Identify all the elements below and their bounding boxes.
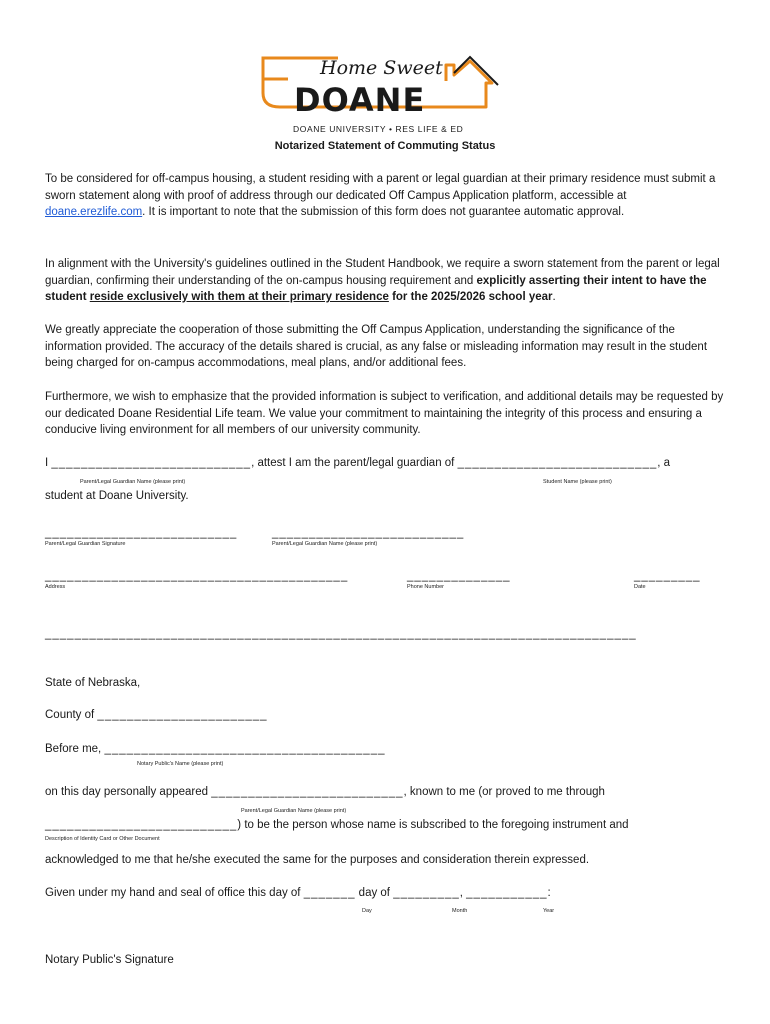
logo-subtitle: DOANE UNIVERSITY • RES LIFE & ED [293,124,464,134]
doane-logo [258,55,508,135]
notary-signature-label: Notary Public's Signature [45,954,174,966]
notary-acknowledged: acknowledged to me that he/she executed the same for the purposes and consideration therein expressed. [45,854,590,866]
paragraph-verification: Furthermore, we wish to emphasize that the provided information is subject to verification, and additional details may be requested by our dedicated Doane Residential Life team. We value your commitment to maintaining the integrity of this process and ensuring a conducive living environment for all members of our university community. [45,391,724,436]
date-blank[interactable]: _________ [634,570,701,582]
paragraph-intro: To be considered for off-campus housing, a student residing with a parent or legal guardian at their primary residence must submit a sworn statement along with proof of address through our dedicated Off Campus Application platform, accessible at doane.erezlife.com. It is important to note that the submission of this form does not guarantee automatic approval. [45,173,716,218]
paragraph-guidelines: In alignment with the University's guidelines outlined in the Student Handbook, we require a sworn statement from the parent or legal guardian, confirming their understanding of the on-campus housing requirement and explicitly asserting their intent to have the student reside exclusively with them at their primary residence for the 2025/2026 school year. [45,258,720,303]
phone-blank[interactable]: ______________ [407,570,511,582]
caption-signature: Parent/Legal Guardian Signature [45,541,126,547]
paragraph-cooperation: We greatly appreciate the cooperation of those submitting the Off Campus Application, understanding the significance of the information provided. The accuracy of the details shared is crucial, as any false or misleading information may result in the student being charged for on-campus accommodations, meal plans, and/or additional fees. [45,324,708,369]
notary-state: State of Nebraska, [45,677,141,689]
signature-blank[interactable]: __________________________ [45,527,238,539]
caption-notary-name: Notary Public's Name (please print) [137,761,224,767]
caption-date: Date [634,584,646,590]
caption-id-document: Description of Identity Card or Other Document [45,836,160,842]
appeared-name-blank[interactable]: __________________________ [211,786,404,798]
caption-phone: Phone Number [407,584,444,590]
student-name-blank[interactable]: ___________________________ [457,457,658,469]
month-blank[interactable]: _________ [393,887,460,899]
caption-year: Year [543,908,555,914]
caption-student-name: Student Name (please print) [543,479,612,485]
day-blank[interactable]: _______ [303,887,356,899]
document-title: Notarized Statement of Commuting Status [274,140,496,152]
notary-before-line: Before me, ______________________________________ [45,743,386,755]
erezlife-link[interactable]: doane.erezlife.com [45,206,143,218]
caption-month: Month [452,908,468,914]
logo-script-text: Home Sweet [320,57,443,79]
caption-parent-name: Parent/Legal Guardian Name (please print) [80,479,186,485]
logo-main-text: DOANE [294,81,426,119]
caption-appeared-parent: Parent/Legal Guardian Name (please print) [241,808,347,814]
caption-guardian-name: Parent/Legal Guardian Name (please print) [272,541,378,547]
notary-county-line: County of _______________________ [45,709,268,721]
notary-subscribed-line: __________________________) to be the person whose name is subscribed to the foregoing instrument and [45,819,629,831]
caption-day: Day [362,908,372,914]
year-blank[interactable]: ___________ [466,887,548,899]
notary-appeared-line: on this day personally appeared __________________________, known to me (or proved to me through [45,786,605,798]
address-blank[interactable]: _________________________________________ [45,570,349,582]
attest-continuation: student at Doane University. [45,490,189,502]
notary-given-line: Given under my hand and seal of office this day of _______ day of _________, ___________: [45,887,551,899]
id-document-blank[interactable]: __________________________ [45,819,238,831]
separator-line: ________________________________________________________________________________ [45,628,637,640]
caption-address: Address [45,584,66,590]
guardian-name-blank[interactable]: __________________________ [272,527,465,539]
county-blank[interactable]: _______________________ [97,709,268,721]
parent-name-blank[interactable]: ___________________________ [51,457,252,469]
attest-line: I ___________________________, attest I am the parent/legal guardian of ___________________________, a [45,457,671,469]
notary-name-blank[interactable]: ______________________________________ [104,743,386,755]
